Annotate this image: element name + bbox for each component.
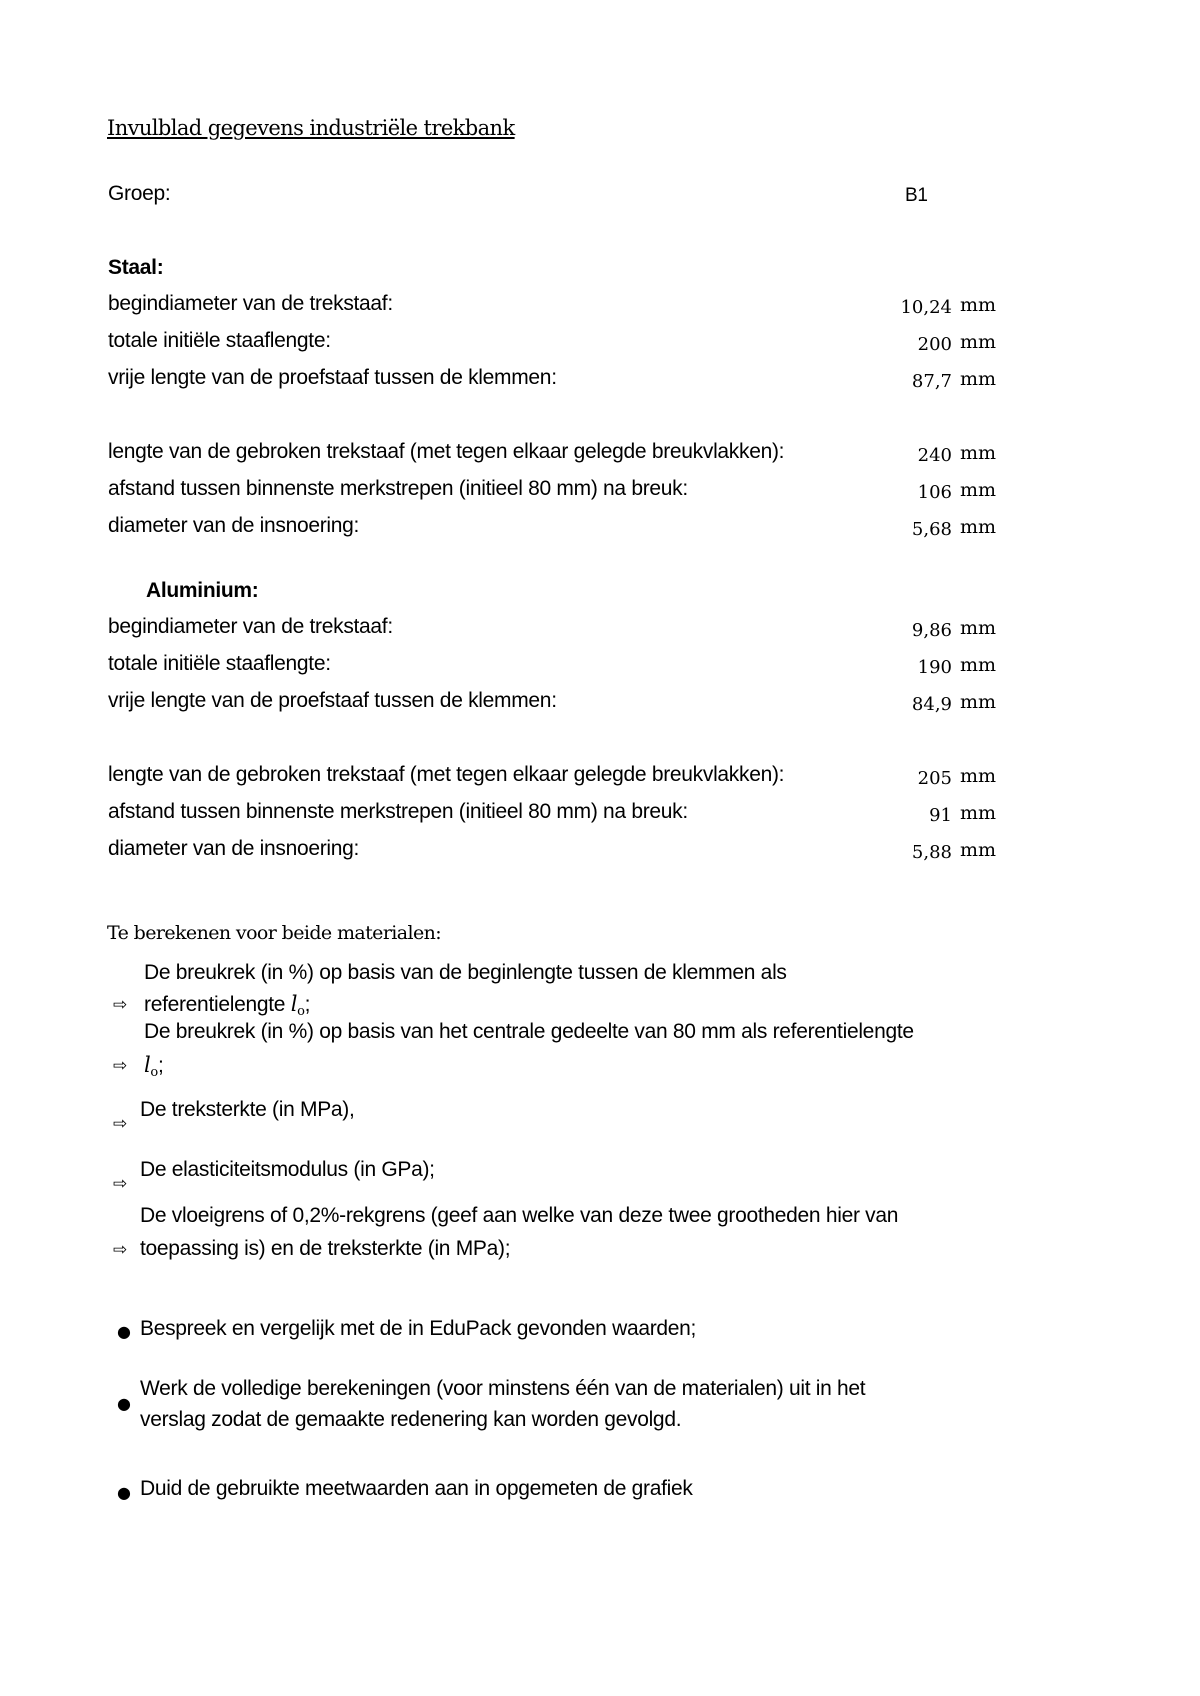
aluminium-unit-insnoering: mm: [960, 839, 997, 861]
aluminium-unit-begindiameter: mm: [960, 617, 997, 639]
bullet-2-line1: Werk de volledige berekeningen (voor minstens één van de materialen) uit in het: [140, 1377, 866, 1400]
aluminium-value-gebroken-lengte: 205: [917, 768, 952, 789]
steel-unit-gebroken-lengte: mm: [960, 442, 997, 464]
steel-unit-vrije-lengte: mm: [960, 368, 997, 390]
aluminium-label-staaflengte: totale initiële staaflengte:: [108, 652, 331, 675]
steel-unit-merkstrepen: mm: [960, 479, 997, 501]
task-3-line1: De treksterkte (in MPa),: [140, 1098, 355, 1121]
aluminium-heading: Aluminium:: [146, 579, 259, 602]
aluminium-label-begindiameter: begindiameter van de trekstaaf:: [108, 615, 393, 638]
bullet-2-line2: verslag zodat de gemaakte redenering kan worden gevolgd.: [140, 1408, 682, 1431]
steel-value-merkstrepen: 106: [917, 482, 952, 503]
task-1-line1: De breukrek (in %) op basis van de beginlengte tussen de klemmen als: [144, 961, 787, 984]
tasks-intro: Te berekenen voor beide materialen:: [107, 922, 442, 944]
steel-label-begindiameter: begindiameter van de trekstaaf:: [108, 292, 393, 315]
steel-label-staaflengte: totale initiële staaflengte:: [108, 329, 331, 352]
aluminium-label-insnoering: diameter van de insnoering:: [108, 837, 360, 860]
task-4-line1: De elasticiteitsmodulus (in GPa);: [140, 1158, 435, 1181]
task-2-line2: $l_o$;: [144, 1053, 164, 1080]
steel-unit-staaflengte: mm: [960, 331, 997, 353]
aluminium-value-insnoering: 5,88: [911, 842, 952, 863]
lo-symbol: $l_o$: [144, 1053, 158, 1080]
aluminium-unit-merkstrepen: mm: [960, 802, 997, 824]
steel-label-gebroken-lengte: lengte van de gebroken trekstaaf (met tegen elkaar gelegde breukvlakken):: [108, 440, 785, 463]
bullet-1-text: Bespreek en vergelijk met de in EduPack gevonden waarden;: [140, 1317, 697, 1340]
aluminium-label-gebroken-lengte: lengte van de gebroken trekstaaf (met tegen elkaar gelegde breukvlakken):: [108, 763, 785, 786]
aluminium-unit-gebroken-lengte: mm: [960, 765, 997, 787]
aluminium-value-vrije-lengte: 84,9: [911, 694, 952, 715]
arrow-icon: ⇨: [113, 1114, 128, 1134]
steel-value-gebroken-lengte: 240: [917, 445, 952, 466]
steel-unit-insnoering: mm: [960, 516, 997, 538]
steel-value-insnoering: 5,68: [911, 519, 952, 540]
task-2-line1: De breukrek (in %) op basis van het centrale gedeelte van 80 mm als referentielengte: [144, 1020, 914, 1043]
arrow-icon: ⇨: [113, 1056, 128, 1076]
bullet-icon: ●: [117, 1322, 131, 1341]
steel-label-insnoering: diameter van de insnoering:: [108, 514, 360, 537]
steel-value-vrije-lengte: 87,7: [911, 371, 952, 392]
aluminium-unit-vrije-lengte: mm: [960, 691, 997, 713]
bullet-3-text: Duid de gebruikte meetwaarden aan in opgemeten de grafiek: [140, 1477, 693, 1500]
steel-unit-begindiameter: mm: [960, 294, 997, 316]
aluminium-value-merkstrepen: 91: [929, 805, 952, 826]
steel-value-begindiameter: 10,24: [900, 297, 952, 318]
aluminium-unit-staaflengte: mm: [960, 654, 997, 676]
aluminium-value-begindiameter: 9,86: [911, 620, 952, 641]
task-1-line2: referentielengte $l_o$;: [144, 992, 311, 1019]
group-label: Groep:: [108, 182, 171, 205]
task-5-line1: De vloeigrens of 0,2%-rekgrens (geef aan welke van deze twee grootheden hier van: [140, 1204, 899, 1227]
group-value: B1: [905, 185, 928, 206]
arrow-icon: ⇨: [113, 995, 128, 1015]
lo-symbol: $l_o$: [290, 992, 305, 1019]
steel-label-vrije-lengte: vrije lengte van de proefstaaf tussen de klemmen:: [108, 366, 557, 389]
arrow-icon: ⇨: [113, 1174, 128, 1194]
steel-value-staaflengte: 200: [917, 334, 952, 355]
arrow-icon: ⇨: [113, 1240, 128, 1260]
steel-label-merkstrepen: afstand tussen binnenste merkstrepen (initieel 80 mm) na breuk:: [108, 477, 688, 500]
aluminium-label-vrije-lengte: vrije lengte van de proefstaaf tussen de klemmen:: [108, 689, 557, 712]
aluminium-value-staaflengte: 190: [917, 657, 952, 678]
aluminium-label-merkstrepen: afstand tussen binnenste merkstrepen (initieel 80 mm) na breuk:: [108, 800, 688, 823]
steel-heading: Staal:: [108, 256, 164, 279]
bullet-icon: ●: [117, 1394, 131, 1413]
document-title: Invulblad gegevens industriële trekbank: [107, 116, 515, 140]
task-5-line2: toepassing is) en de treksterkte (in MPa);: [140, 1237, 511, 1260]
bullet-icon: ●: [117, 1483, 131, 1502]
